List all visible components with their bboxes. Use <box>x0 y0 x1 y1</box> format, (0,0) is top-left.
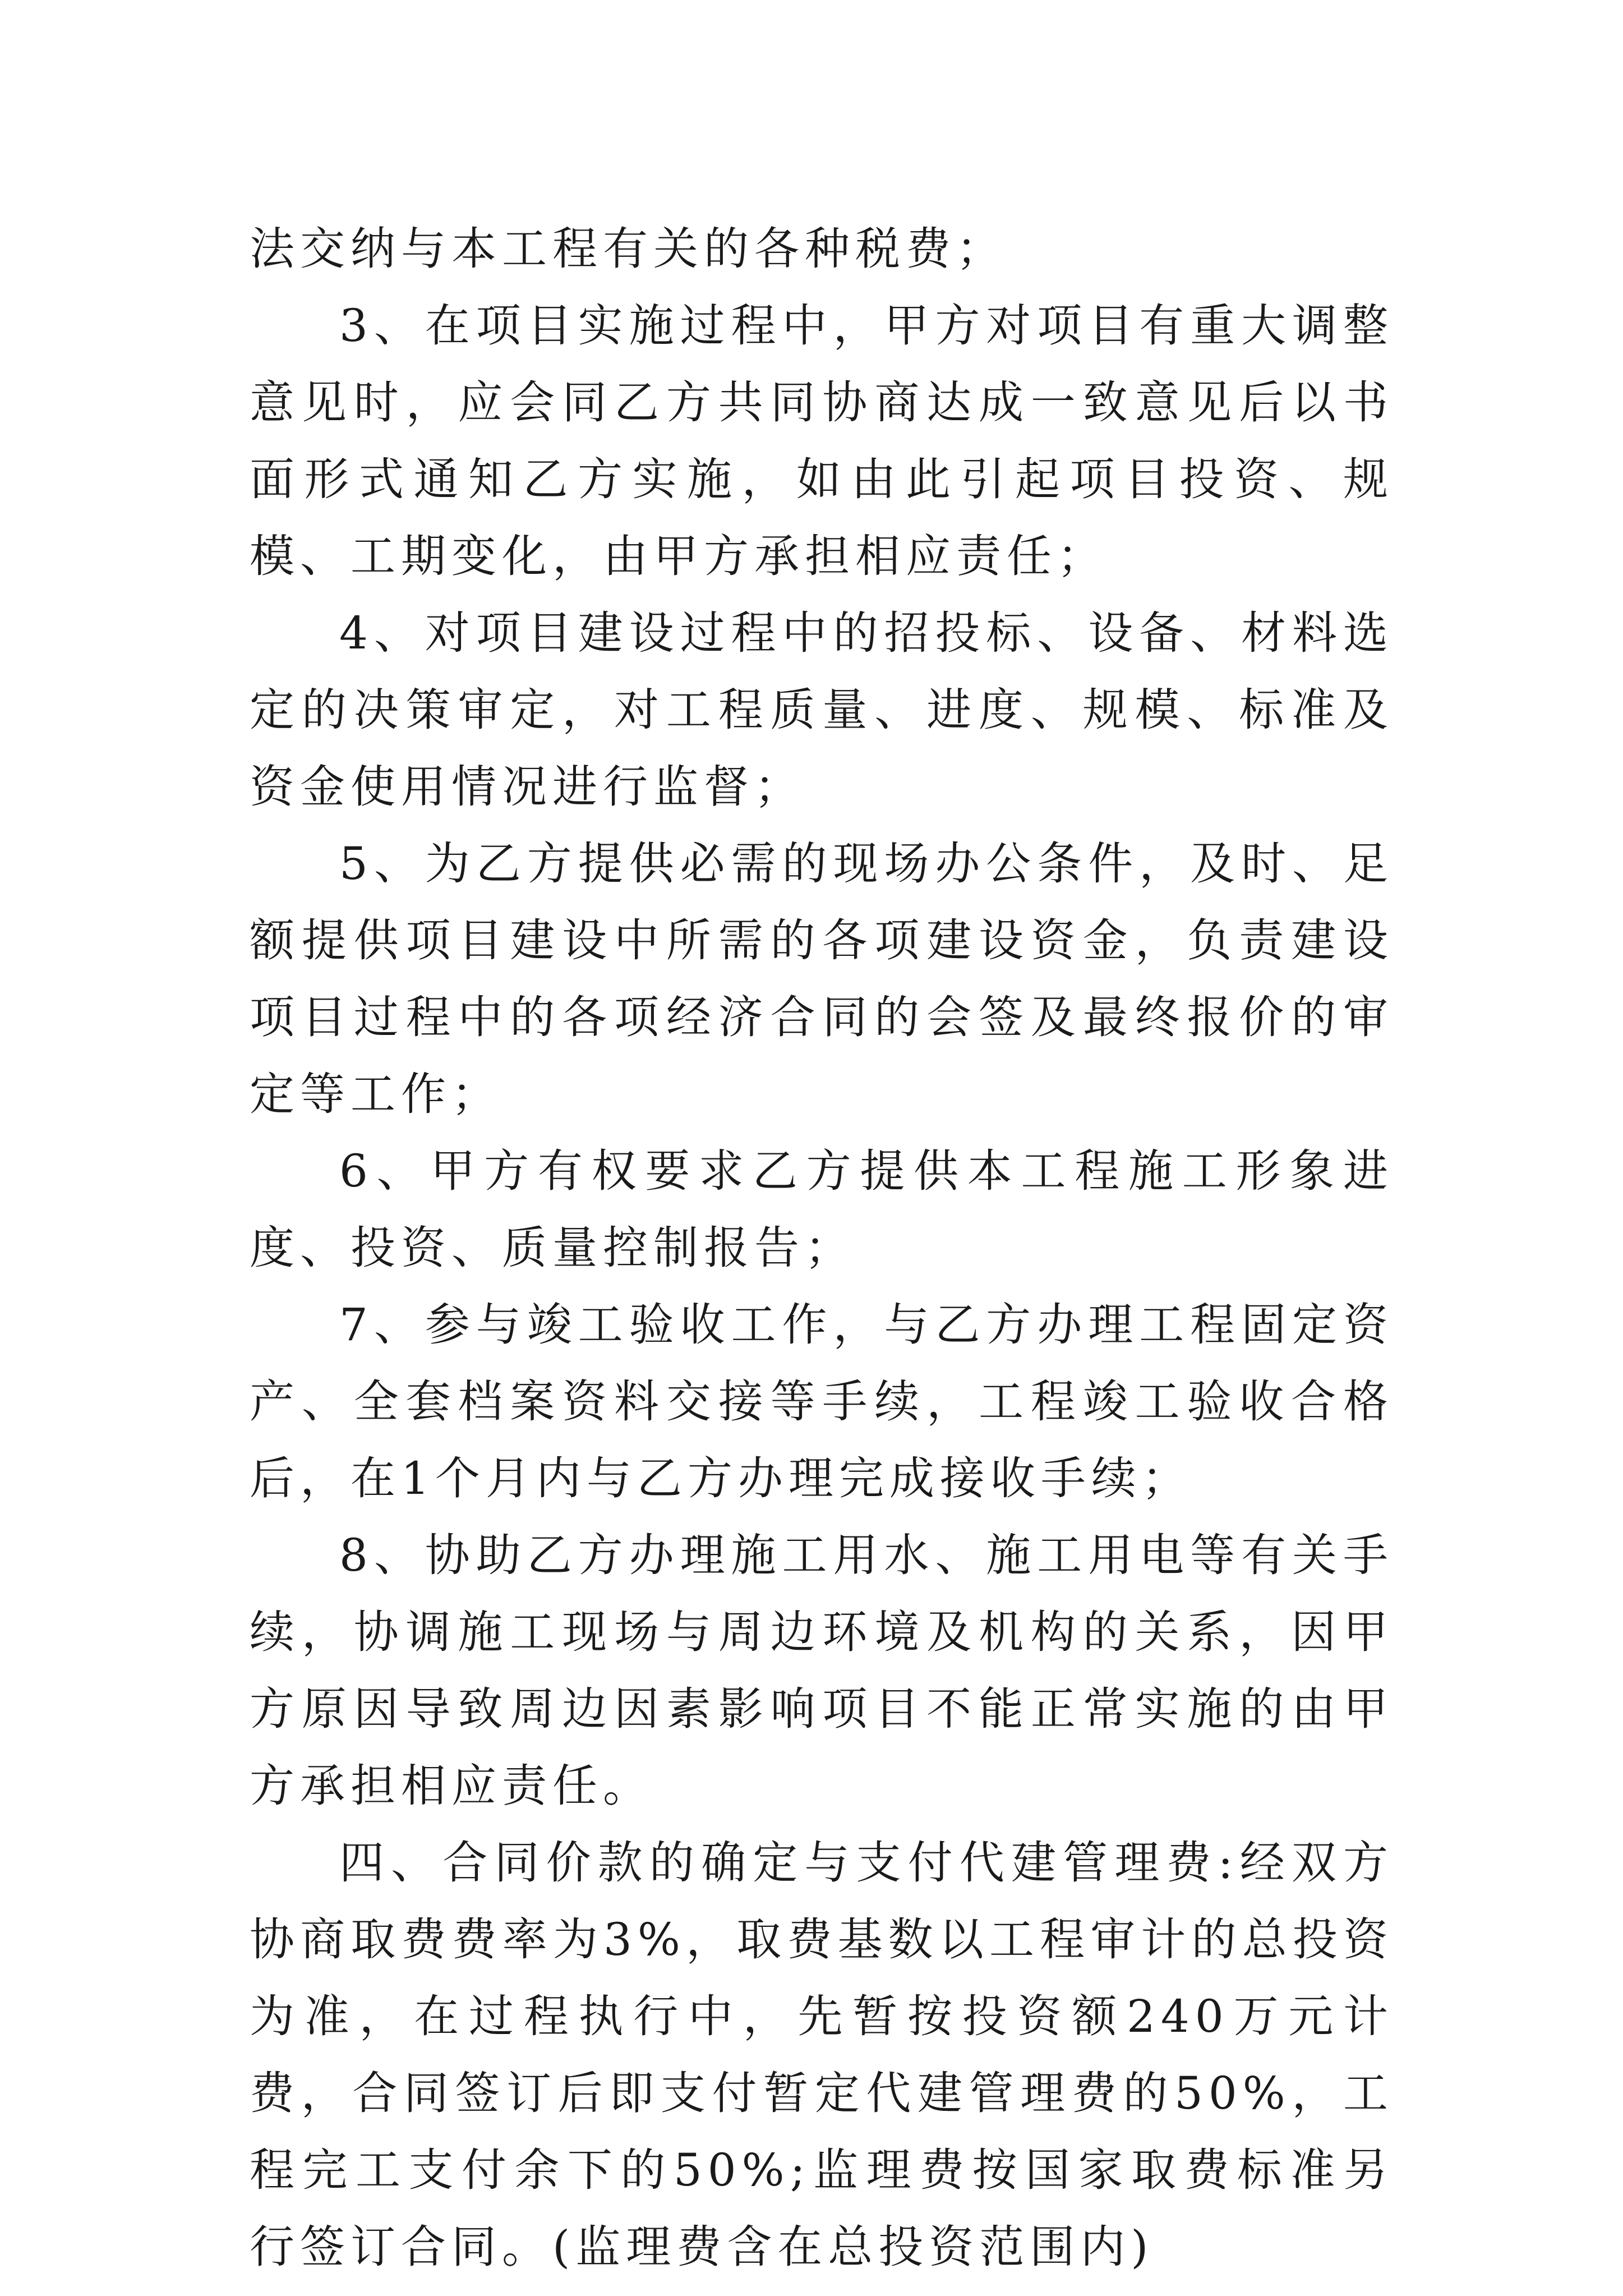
document-body <box>250 210 1394 2285</box>
paragraph-tax-continuation: 法交纳与本工程有关的各种税费； <box>250 223 1007 275</box>
paragraph-item-8: 8、协助乙方办理施工用水、施工用电等有关手续，协调施工现场与周边环境及机构的关系，因甲方原因导致周边因素影响项目不能正常实施的由甲方承担相应责任。 <box>250 1529 1394 1812</box>
paragraph-item-7: 7、参与竣工验收工作，与乙方办理工程固定资产、全套档案资料交接等手续，工程竣工验收合格后，在1个月内与乙方办理完成接收手续； <box>250 1299 1394 1504</box>
paragraph-item-5: 5、为乙方提供必需的现场办公条件，及时、足额提供项目建设中所需的各项建设资金，负责建设项目过程中的各项经济合同的会签及最终报价的审定等工作； <box>250 838 1394 1120</box>
paragraph-item-3: 3、在项目实施过程中，甲方对项目有重大调整意见时，应会同乙方共同协商达成一致意见后以书面形式通知乙方实施，如由此引起项目投资、规模、工期变化，由甲方承担相应责任； <box>250 300 1394 582</box>
paragraph-item-4: 4、对项目建设过程中的招投标、设备、材料选定的决策审定，对工程质量、进度、规模、标准及资金使用情况进行监督； <box>250 607 1394 813</box>
paragraph-section-4-fees: 四、合同价款的确定与支付代建管理费:经双方协商取费费率为3%，取费基数以工程审计的总投资为准，在过程执行中，先暂按投资额240万元计费，合同签订后即支付暂定代建管理费的50%，工程完工支付余下的50%;监理费按国家取费标准另行签订合同。(监理费含在总投资范围内) <box>250 1837 1394 2273</box>
paragraph-item-6: 6、甲方有权要求乙方提供本工程施工形象进度、投资、质量控制报告； <box>250 1145 1394 1274</box>
